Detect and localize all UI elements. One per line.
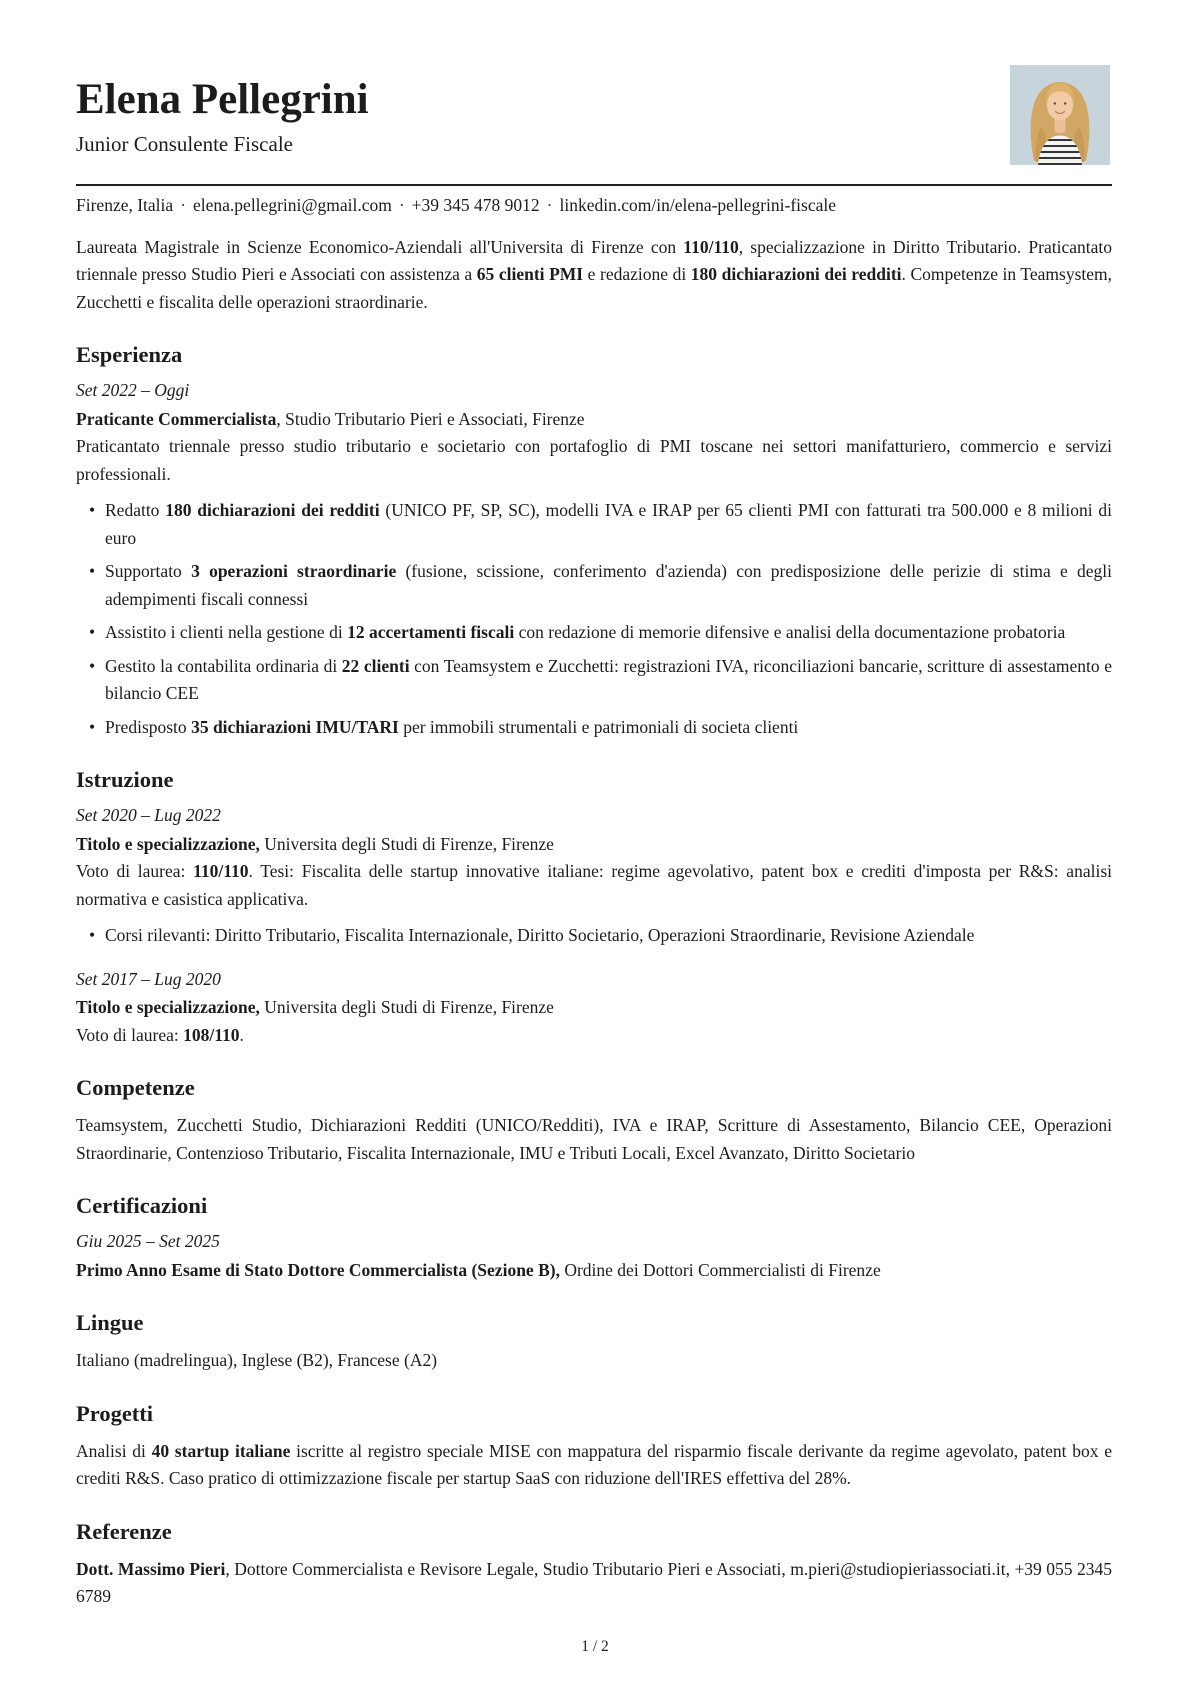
languages-text: Italiano (madrelingua), Inglese (B2), Francese (A2) xyxy=(76,1350,438,1370)
resume-header xyxy=(76,76,1112,158)
contact-separator: · xyxy=(180,195,187,215)
page-number: 1 / 2 xyxy=(581,1637,609,1655)
section-title-istruzione: Istruzione xyxy=(76,767,174,792)
section-title-progetti: Progetti xyxy=(76,1400,154,1426)
contact-separator: · xyxy=(398,195,405,215)
certification-heading: Primo Anno Esame di Stato Dottore Commercialista (Sezione B), Ordine dei Dottori Commercialisti di Firenze xyxy=(76,1259,881,1280)
experience-bullet: • Predisposto 35 dichiarazioni IMU/TARI per immobili strumentali e patrimoniali di societa clienti xyxy=(105,714,1112,742)
section-title-referenze: Referenze xyxy=(76,1518,172,1544)
contact-location: Firenze, Italia xyxy=(76,195,174,215)
contact-line xyxy=(76,192,1112,220)
experience-bullet: • Supportato 3 operazioni straordinarie (fusione, scissione, conferimento d'azienda) con predisposizione delle perizie di stima e degli adempimenti fiscali connessi xyxy=(105,558,1112,613)
person-name: Elena Pellegrini xyxy=(76,76,369,123)
job-title: Junior Consulente Fiscale xyxy=(76,132,293,156)
section-progetti xyxy=(76,1399,1112,1493)
experience-date: Set 2022 – Oggi xyxy=(76,380,190,400)
skills-text: Teamsystem, Zucchetti Studio, Dichiarazioni Redditi (UNICO/Redditi), IVA e IRAP, Scritture di Assestamento, Bilancio CEE, Operazioni Straordinarie, Contenzioso Tributario, Fiscalita Internazionale, IMU e Tributi Locali, Excel Avanzato, Diritto Societario xyxy=(76,1115,1112,1163)
contact-email[interactable]: elena.pellegrini@gmail.com xyxy=(193,195,392,215)
experience-bullet-list xyxy=(76,497,1112,741)
projects-text: Analisi di 40 startup italiane iscritte al registro speciale MISE con mappatura del risparmio fiscale derivante da regime agevolato, patent box e crediti R&S. Caso pratico di ottimizzazione fiscale per startup SaaS con riduzione dell'IRES effettiva del 28%. xyxy=(76,1440,1112,1488)
section-title-esperienza: Esperienza xyxy=(76,342,183,367)
experience-bullet: • Redatto 180 dichiarazioni dei redditi (UNICO PF, SP, SC), modelli IVA e IRAP per 65 clienti PMI con fatturati tra 500.000 e 8 milioni di euro xyxy=(105,497,1112,552)
header-divider xyxy=(76,184,1112,186)
section-lingue xyxy=(76,1308,1112,1375)
section-title-certificazioni: Certificazioni xyxy=(76,1193,208,1218)
section-istruzione xyxy=(76,765,1112,1049)
education-date: Set 2017 – Lug 2020 xyxy=(76,968,221,989)
references-text: Dott. Massimo Pieri, Dottore Commercialista e Revisore Legale, Studio Tributario Pieri e Associati, m.pieri@studiopieriassociati.it, +39 055 2345 6789 xyxy=(76,1558,1112,1606)
education-heading: Titolo e specializzazione, Universita degli Studi di Firenze, Firenze xyxy=(76,833,554,854)
education-entry xyxy=(76,966,1112,1050)
contact-linkedin[interactable]: linkedin.com/in/elena-pellegrini-fiscale xyxy=(559,195,836,215)
education-entry xyxy=(76,802,1112,950)
education-bullet-list xyxy=(76,922,1112,950)
experience-bullet: • Assistito i clienti nella gestione di 12 accertamenti fiscali con redazione di memorie difensive e analisi della documentazione probatoria xyxy=(105,619,1112,647)
contact-separator: · xyxy=(546,195,553,215)
education-bullet: • Corsi rilevanti: Diritto Tributario, Fiscalita Internazionale, Diritto Societario, Operazioni Straordinarie, Revisione Aziendale xyxy=(105,922,1112,950)
education-description: Voto di laurea: 110/110. Tesi: Fiscalita delle startup innovative italiane: regime agevolativo, patent box e crediti d'imposta per R&S: analisi normativa e casistica applicativa. xyxy=(76,861,1112,909)
experience-bullet: • Gestito la contabilita ordinaria di 22 clienti con Teamsystem e Zucchetti: registrazioni IVA, riconciliazioni bancarie, scritture di assestamento e bilancio CEE xyxy=(105,653,1112,708)
section-certificazioni xyxy=(76,1191,1112,1284)
section-title-competenze: Competenze xyxy=(76,1075,195,1100)
section-title-lingue: Lingue xyxy=(76,1310,144,1335)
summary-paragraph: Laureata Magistrale in Scienze Economico-Aziendali all'Universita di Firenze con 110/110, specializzazione in Diritto Tributario. Praticantato triennale presso Studio Pieri e Associati con assistenza a 65 clienti PMI e redazione di 180 dichiarazioni dei redditi. Competenze in Teamsystem, Zucchetti e fiscalita delle operazioni straordinarie. xyxy=(76,236,1112,312)
certification-date: Giu 2025 – Set 2025 xyxy=(76,1231,220,1251)
education-date: Set 2020 – Lug 2022 xyxy=(76,805,221,825)
section-competenze xyxy=(76,1073,1112,1167)
experience-description: Praticantato triennale presso studio tributario e societario con portafoglio di PMI toscane nei settori manifatturiero, commercio e servizi professionali. xyxy=(76,436,1112,484)
contact-phone: +39 345 478 9012 xyxy=(411,195,540,215)
education-description: Voto di laurea: 108/110. xyxy=(76,1024,244,1045)
experience-heading: Praticante Commercialista, Studio Tributario Pieri e Associati, Firenze xyxy=(76,408,585,429)
section-referenze xyxy=(76,1517,1112,1611)
education-heading: Titolo e specializzazione, Universita degli Studi di Firenze, Firenze xyxy=(76,997,554,1017)
section-esperienza xyxy=(76,340,1112,741)
